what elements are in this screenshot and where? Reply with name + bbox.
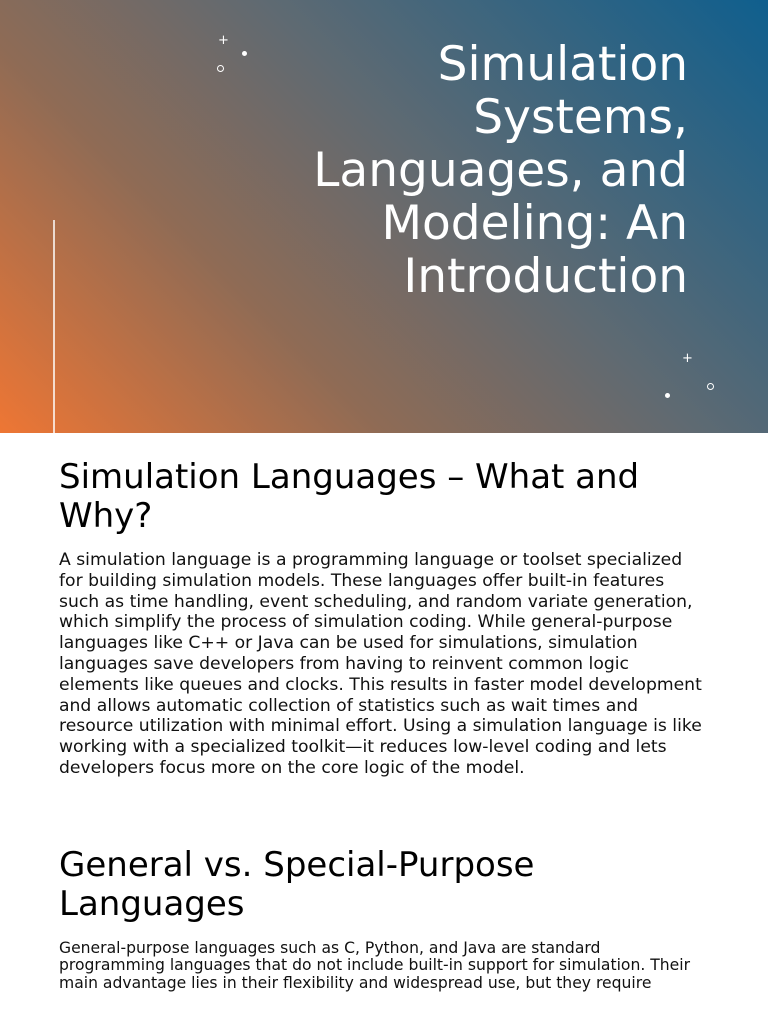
sparkle-ring-icon: [707, 383, 714, 390]
section-heading: General vs. Special-Purpose Languages: [59, 844, 535, 924]
section-simulation-languages: [59, 458, 709, 779]
section-paragraph: A simulation language is a programming language or toolset specialized for building simulation models. These languages offer built-in features such as time handling, event scheduling, and random variate generation, which simplify the process of simulation coding. While general-purpose languages like C++ or Java can be used for simulations, simulation languages save developers from having to reinvent common logic elements like queues and clocks. This results in faster model development and allows automatic collection of statistics such as wait times and resource utilization with minimal effort. Using a simulation language is like working with a specialized toolkit—it reduces low-level coding and lets developers focus more on the core logic of the model.: [59, 550, 702, 778]
title-banner: [0, 0, 768, 433]
sparkle-dot-icon: [242, 51, 247, 56]
document-content: [59, 458, 709, 992]
sparkle-plus-icon: +: [682, 351, 693, 366]
section-heading: Simulation Languages – What and Why?: [59, 457, 640, 536]
sparkle-plus-icon: +: [218, 33, 229, 48]
decorative-vertical-line: [53, 220, 55, 433]
section-paragraph: General-purpose languages such as C, Python, and Java are standard programming languages that do not include built-in support for simulation. Their main advantage lies in their flexibility and widespread use, but they require: [59, 938, 691, 992]
sparkle-ring-icon: [217, 65, 224, 72]
sparkle-dot-icon: [665, 393, 670, 398]
document-title: Simulation Systems, Languages, and Modeling: An Introduction: [313, 37, 688, 304]
section-general-vs-special: [59, 846, 709, 993]
